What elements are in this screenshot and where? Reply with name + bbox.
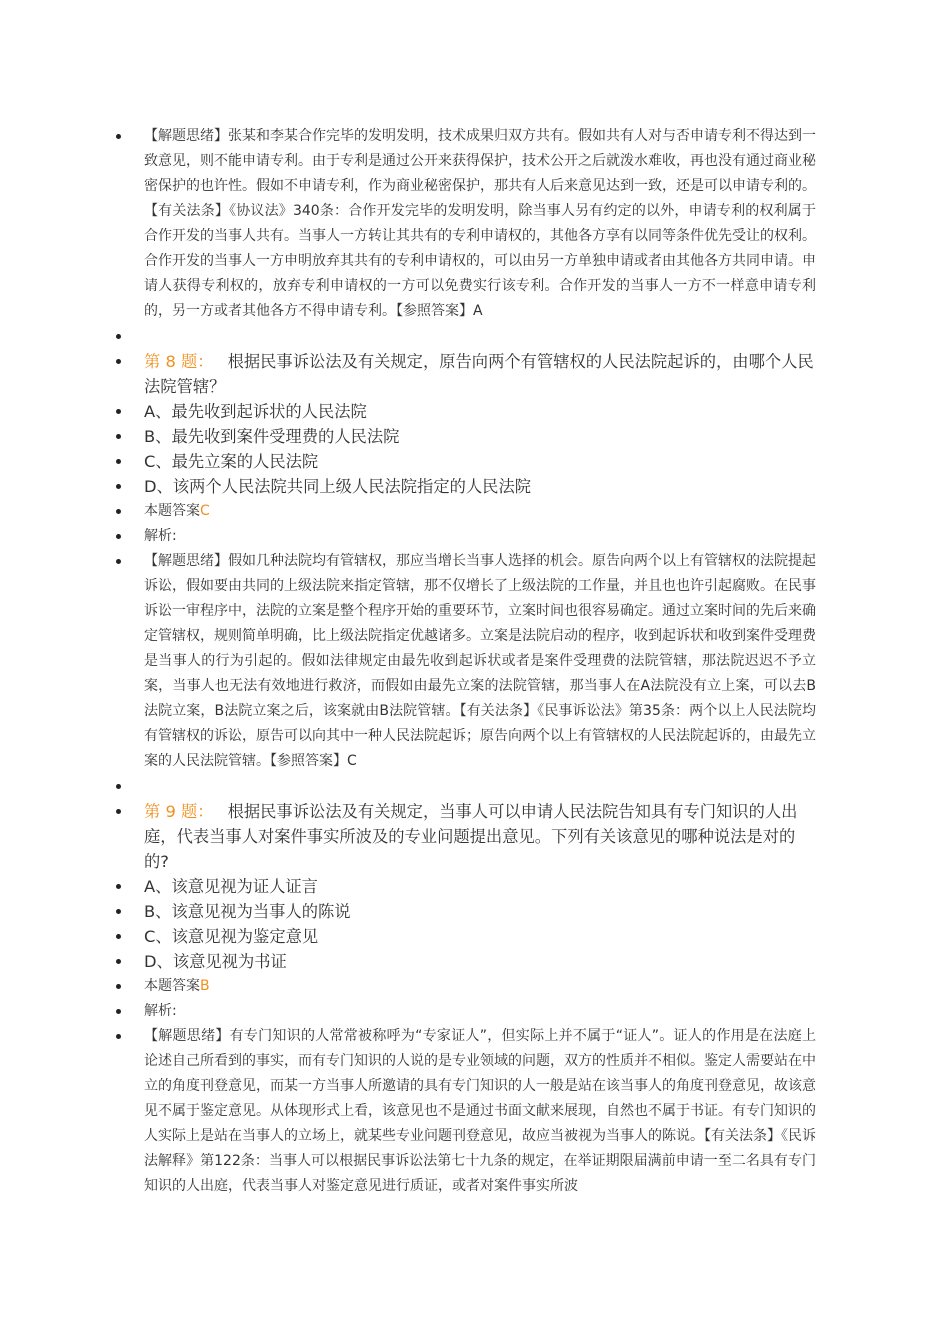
q8-explanation: 【解题思绪】假如几种法院均有管辖权，那应当增长当事人选择的机会。原告向两个以上有管辖权的法院提起诉讼，假如要由共同的上级法院来指定管辖，那不仅增长了上级法院的工作量，并且也也许引起腐败。在民事诉讼一审程序中，法院的立案是整个程序开始的重要环节，立案时间也很容易确定。通过立案时间的先后来确定管辖权，规则简单明确，比上级法院指定优越诸多。立案是法院启动的程序，收到起诉状和收到案件受理费是当事人的行为引起的。假如法律规定由最先收到起诉状或者是案件受理费的法院管辖，那法院迟迟不予立案，当事人也无法有效地进行救济，而假如由最先立案的法院管辖，那当事人在A法院没有立上案，可以去B法院立案，B法院立案之后，该案就由B法院管辖。【有关法条】《民事诉讼法》第35条：两个以上人民法院均有管辖权的诉讼，原告可以向其中一种人民法院起诉；原告向两个以上有管辖权的人民法院起诉的，由最先立案的人民法院管辖。【参照答案】C	[116, 549, 816, 774]
q9-option-b: B、该意见视为当事人的陈说	[116, 899, 816, 924]
q8-question	[116, 349, 816, 399]
q9-analysis-label: 解析:	[116, 999, 816, 1024]
q9-answer-line	[116, 974, 816, 999]
q8-option-b: B、最先收到案件受理费的人民法院	[116, 424, 816, 449]
q9-option-a: A、该意见视为证人证言	[116, 874, 816, 899]
q8-option-a: A、最先收到起诉状的人民法院	[116, 399, 816, 424]
question-list	[116, 124, 816, 1199]
q9-answer: B	[200, 978, 210, 994]
document-body	[116, 124, 816, 1199]
q7-explanation: 【解题思绪】张某和李某合作完毕的发明发明，技术成果归双方共有。假如共有人对与否申请专利不得达到一致意见，则不能申请专利。由于专利是通过公开来获得保护，技术公开之后就泼水难收，再也没有通过商业秘密保护的也许性。假如不申请专利，作为商业秘密保护，那共有人后来意见达到一致，还是可以申请专利的。【有关法条】《协议法》340条：合作开发完毕的发明发明，除当事人另有约定的以外，申请专利的权利属于合作开发的当事人共有。当事人一方转让其共有的专利申请权的，其他各方享有以同等条件优先受让的权利。合作开发的当事人一方申明放弃其共有的专利申请权的，可以由另一方单独申请或者由其他各方共同申请。申请人获得专利权的，放弃专利申请权的一方可以免费实行该专利。合作开发的当事人一方不一样意申请专利的，另一方或者其他各方不得申请专利。【参照答案】A	[116, 124, 816, 324]
q9-option-c: C、该意见视为鉴定意见	[116, 924, 816, 949]
q8-answer-line	[116, 499, 816, 524]
q9-question-text: 根据民事诉讼法及有关规定，当事人可以申请人民法院告知具有专门知识的人出庭，代表当事人对案件事实所波及的专业问题提出意见。下列有关该意见的哪种说法是对的的?	[144, 802, 798, 871]
q8-option-d: D、该两个人民法院共同上级人民法院指定的人民法院	[116, 474, 816, 499]
q9-answer-label: 本题答案	[144, 978, 200, 994]
q8-question-text: 根据民事诉讼法及有关规定，原告向两个有管辖权的人民法院起诉的，由哪个人民法院管辖？	[144, 352, 814, 396]
q9-option-d: D、该意见视为书证	[116, 949, 816, 974]
q8-analysis-label: 解析:	[116, 524, 816, 549]
empty-bullet	[116, 324, 816, 349]
empty-bullet	[116, 774, 816, 799]
q8-number: 第 8 题：	[144, 352, 214, 371]
q8-answer-label: 本题答案	[144, 503, 200, 519]
q9-number: 第 9 题：	[144, 802, 214, 821]
q8-answer: C	[200, 503, 210, 519]
q9-explanation: 【解题思绪】有专门知识的人常常被称呼为“专家证人”，但实际上并不属于“证人”。证人的作用是在法庭上论述自己所看到的事实，而有专门知识的人说的是专业领域的问题，双方的性质并不相似。鉴定人需要站在中立的角度刊登意见，而某一方当事人所邀请的具有专门知识的人一般是站在该当事人的角度刊登意见，故该意见不属于鉴定意见。从体现形式上看，该意见也不是通过书面文献来展现，自然也不属于书证。有专门知识的人实际上是站在当事人的立场上，就某些专业问题刊登意见，故应当被视为当事人的陈说。【有关法条】《民诉法解释》第122条：当事人可以根据民事诉讼法第七十九条的规定，在举证期限届满前申请一至二名具有专门知识的人出庭，代表当事人对鉴定意见进行质证，或者对案件事实所波	[116, 1024, 816, 1199]
q8-option-c: C、最先立案的人民法院	[116, 449, 816, 474]
q9-question	[116, 799, 816, 874]
